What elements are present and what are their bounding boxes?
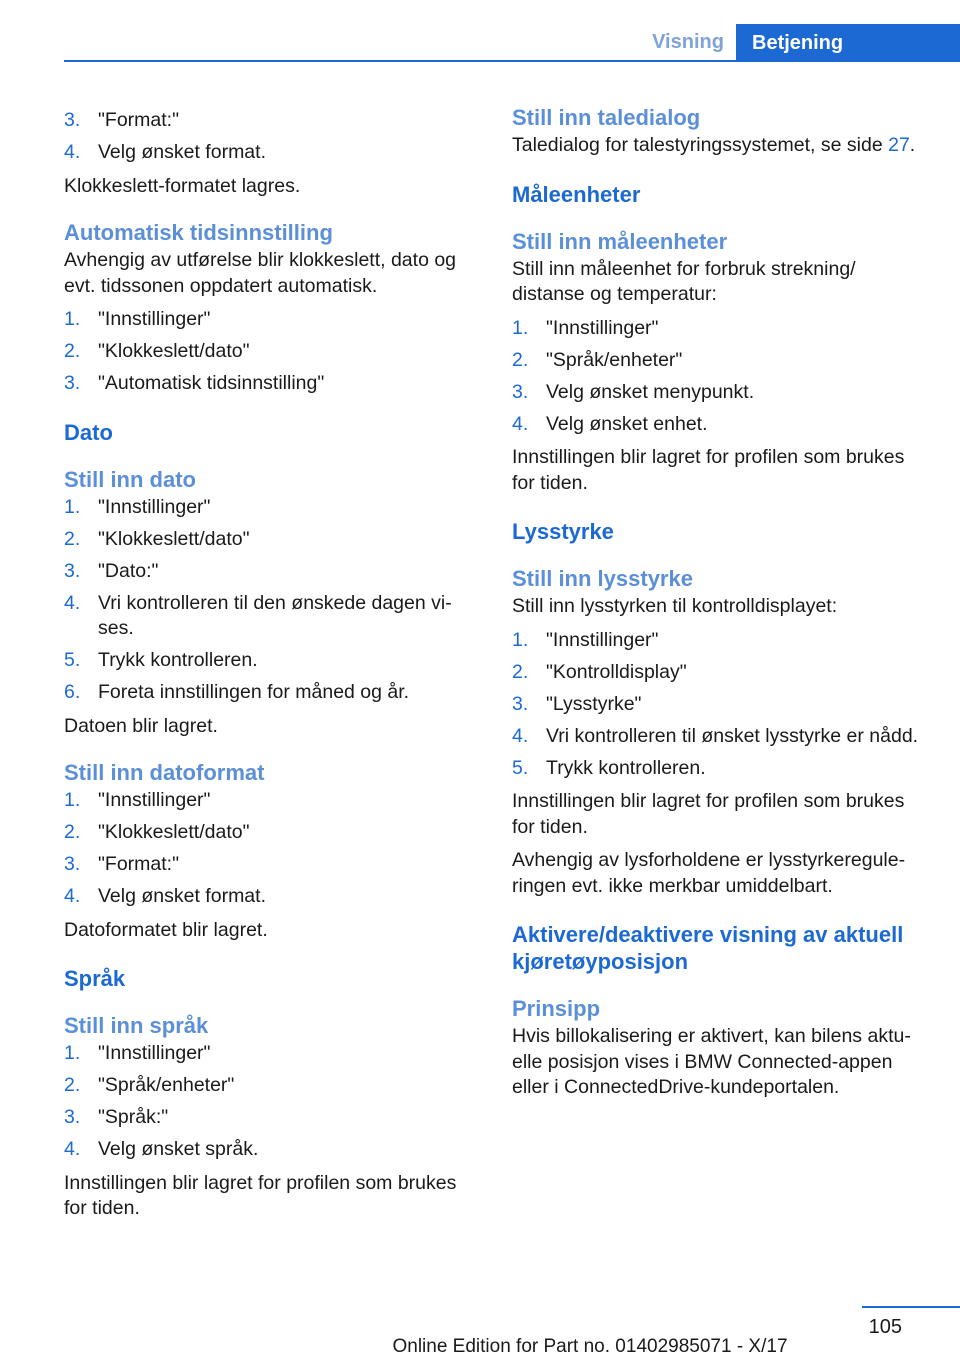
page-reference-link[interactable]: 27	[888, 134, 910, 156]
list-item-text: Vri kontrolleren til ønsket lysstyrke er nådd.	[546, 724, 919, 747]
list-item-text: "Klokkeslett/dato"	[98, 527, 250, 550]
list-item	[64, 307, 474, 333]
heading-still-inn-datoformat: Still inn datoformat	[64, 760, 265, 785]
paragraph: Innstillingen blir lagret for profilen som brukes for tiden.	[512, 790, 905, 838]
list-item-number: 2.	[512, 660, 529, 683]
paragraph: Avhengig av utførelse blir klokkeslett, dato og evt. tidssonen oppdatert automatisk.	[64, 249, 457, 297]
list-item	[512, 412, 932, 438]
list-item	[64, 1041, 474, 1067]
list-item	[64, 371, 474, 397]
list-item-number: 2.	[64, 340, 81, 362]
list-item-number: 4.	[512, 412, 529, 435]
list-item-text: "Språk/enheter"	[546, 348, 683, 371]
list-item-text: "Klokkeslett/dato"	[98, 821, 250, 843]
heading-sprak: Språk	[64, 966, 126, 991]
heading-still-inn-taledialog: Still inn taledialog	[512, 105, 701, 130]
heading-still-inn-lysstyrke: Still inn lysstyrke	[512, 566, 693, 591]
paragraph: Datoen blir lagret.	[64, 714, 218, 737]
footer-divider	[862, 1306, 960, 1308]
paragraph: Innstillingen blir lagret for profilen som brukes for tiden.	[64, 1171, 457, 1219]
list-item-text: "Format:"	[98, 853, 180, 875]
list-item	[512, 348, 932, 374]
list-item-number: 3.	[512, 380, 529, 403]
list-item-number: 4.	[64, 141, 81, 163]
list-maleenheter-steps	[512, 316, 932, 438]
list-item-text: "Innstillinger"	[98, 308, 211, 330]
list-item-text: "Klokkeslett/dato"	[98, 340, 250, 362]
list-item-number: 2.	[64, 821, 81, 843]
list-item	[64, 559, 474, 585]
list-item-number: 4.	[64, 591, 81, 614]
list-item	[64, 591, 474, 642]
list-item-number: 5.	[64, 649, 81, 671]
left-column	[64, 100, 474, 1222]
list-item-text: "Kontrolldisplay"	[546, 660, 687, 683]
list-item	[64, 527, 474, 553]
list-item	[512, 756, 932, 782]
list-item-number: 5.	[512, 756, 529, 779]
list-item	[64, 648, 474, 674]
list-item-text: Trykk kontrolleren.	[546, 756, 706, 779]
heading-aktivere-deaktivere: Aktivere/deaktivere visning av aktuell kjøretøyposisjon	[512, 922, 904, 974]
list-item-number: 3.	[64, 372, 81, 394]
page-number: 105	[868, 1316, 902, 1338]
tab-betjening[interactable]: Betjening	[736, 24, 960, 62]
right-column	[512, 100, 932, 1101]
list-item	[64, 495, 474, 521]
paragraph: Avhengig av lysforholdene er lysstyrkeregule-ringen evt. ikke merkbar umiddelbart.	[512, 849, 906, 897]
paragraph: Innstillingen blir lagret for profilen som brukes for tiden.	[512, 446, 905, 494]
list-item-number: 1.	[64, 1042, 81, 1064]
edition-footer: Online Edition for Part no. 01402985071 - X/17	[392, 1336, 788, 1357]
list-item-number: 2.	[64, 527, 81, 550]
list-item	[64, 680, 474, 706]
list-item-text: Velg ønsket format.	[98, 141, 266, 163]
list-item-text: "Innstillinger"	[98, 495, 211, 518]
paragraph: Still inn måleenhet for forbruk strekning/ distanse og temperatur:	[512, 257, 856, 305]
list-dato-steps	[64, 495, 474, 706]
list-item-number: 3.	[64, 853, 81, 875]
tab-visning[interactable]: Visning	[652, 30, 724, 53]
list-item-number: 3.	[64, 1106, 81, 1128]
list-item-text: Vri kontrolleren til den ønskede dagen vi-ses.	[98, 591, 452, 639]
list-item	[64, 788, 474, 814]
list-item	[64, 1137, 474, 1163]
list-item-text: "Språk:"	[98, 1106, 169, 1128]
list-item-text: "Innstillinger"	[98, 1042, 211, 1064]
list-item-number: 1.	[512, 316, 529, 339]
paragraph-taledialog: Taledialog for talestyringssystemet, se side 27.	[512, 134, 916, 156]
list-item	[64, 884, 474, 910]
list-item-number: 1.	[64, 495, 81, 518]
list-item	[512, 660, 932, 686]
list-datoformat-steps	[64, 788, 474, 910]
list-item-text: Velg ønsket enhet.	[546, 412, 708, 435]
heading-prinsipp: Prinsipp	[512, 996, 601, 1021]
list-item-text: Velg ønsket menypunkt.	[546, 380, 755, 403]
list-item	[64, 339, 474, 365]
list-item	[512, 380, 932, 406]
list-item-text: Velg ønsket format.	[98, 885, 266, 907]
list-item	[64, 1073, 474, 1099]
list-item-number: 3.	[512, 692, 529, 715]
heading-still-inn-sprak: Still inn språk	[64, 1013, 209, 1038]
list-item	[64, 140, 474, 166]
list-item	[512, 724, 932, 750]
list-item-number: 2.	[512, 348, 529, 371]
list-item	[512, 692, 932, 718]
list-item-text: "Format:"	[98, 109, 180, 131]
list-item-number: 2.	[64, 1074, 81, 1096]
list-item-number: 3.	[64, 109, 81, 131]
list-item-text: "Språk/enheter"	[98, 1074, 235, 1096]
list-item-text: Foreta innstillingen for måned og år.	[98, 681, 410, 703]
heading-maleenheter: Måleenheter	[512, 181, 641, 207]
list-item-text: "Dato:"	[98, 559, 159, 582]
heading-lysstyrke: Lysstyrke	[512, 519, 614, 544]
paragraph: Still inn lysstyrken til kontrolldisplayet:	[512, 595, 838, 617]
list-item-text: "Lysstyrke"	[546, 692, 642, 715]
list-item	[64, 852, 474, 878]
list-item	[64, 820, 474, 846]
paragraph: Datoformatet blir lagret.	[64, 918, 268, 941]
heading-automatisk-tidsinnstilling: Automatisk tidsinnstilling	[64, 220, 333, 245]
list-item-number: 1.	[64, 789, 81, 811]
list-item-text: "Innstillinger"	[546, 316, 659, 339]
list-item-number: 6.	[64, 681, 81, 703]
paragraph: Klokkeslett-formatet lagres.	[64, 174, 301, 197]
header-divider	[64, 60, 960, 62]
list-item-number: 1.	[512, 628, 529, 651]
list-sprak-steps	[64, 1041, 474, 1163]
heading-still-inn-dato: Still inn dato	[64, 466, 196, 492]
list-item-text: "Automatisk tidsinnstilling"	[98, 372, 325, 394]
list-item-text: Velg ønsket språk.	[98, 1138, 259, 1160]
list-item	[64, 1105, 474, 1131]
list-item	[512, 628, 932, 654]
list-item-text: Trykk kontrolleren.	[98, 649, 258, 671]
list-item-number: 4.	[512, 724, 529, 747]
list-item	[64, 108, 474, 134]
heading-dato: Dato	[64, 419, 113, 445]
list-format-steps	[64, 108, 474, 166]
heading-still-inn-maleenheter: Still inn måleenheter	[512, 228, 728, 254]
paragraph: Hvis billokalisering er aktivert, kan bilens aktu-elle posisjon vises i BMW Connected-appen eller i ConnectedDrive-kundeportalen.	[512, 1025, 911, 1098]
list-item-text: "Innstillinger"	[546, 628, 659, 651]
list-auto-steps	[64, 307, 474, 397]
list-item-number: 4.	[64, 1138, 81, 1160]
list-item-number: 1.	[64, 308, 81, 330]
list-item	[512, 316, 932, 342]
list-item-number: 3.	[64, 559, 81, 582]
list-lysstyrke-steps	[512, 628, 932, 782]
list-item-text: "Innstillinger"	[98, 789, 211, 811]
list-item-number: 4.	[64, 885, 81, 907]
